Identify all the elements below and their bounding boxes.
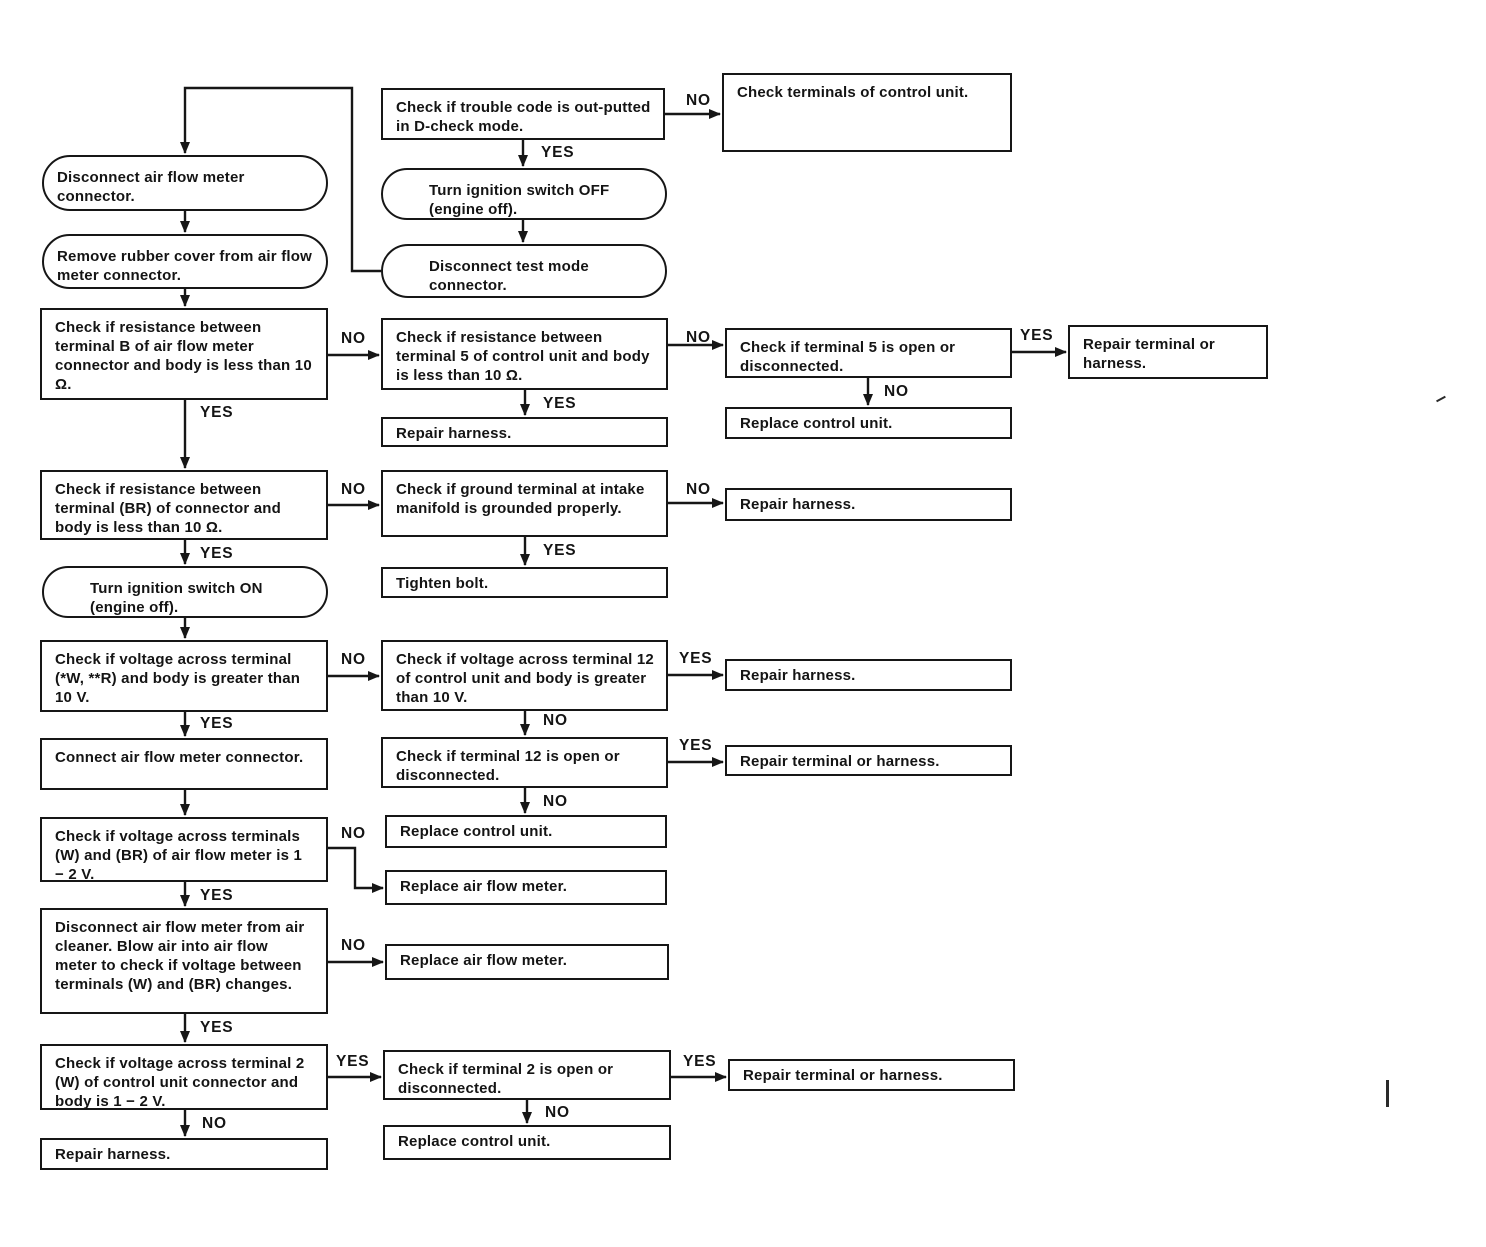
node-repair-terminal-or-harness-2: Repair terminal or harness.: [728, 1059, 1015, 1091]
node-check-terminal-2-open: Check if terminal 2 is open or disconnected.: [383, 1050, 671, 1100]
node-replace-control-unit-top: Replace control unit.: [725, 407, 1012, 439]
node-check-voltage-w-br: Check if voltage across terminals (W) and (BR) of air flow meter is 1 − 2 V.: [40, 817, 328, 882]
edge-label-no: NO: [543, 793, 568, 810]
edge-label-no: NO: [202, 1115, 227, 1132]
edge-label-no: NO: [686, 481, 711, 498]
scan-artifact-bar: [1386, 1080, 1389, 1107]
node-repair-terminal-or-harness-5: Repair terminal or harness.: [1068, 325, 1268, 379]
node-check-terminal-12-open: Check if terminal 12 is open or disconnected.: [381, 737, 668, 788]
edge-label-yes: YES: [541, 144, 575, 161]
node-disconnect-air-flow-meter-connector: Disconnect air flow meter connector.: [42, 155, 328, 211]
edge-label-no: NO: [686, 329, 711, 346]
node-repair-harness-bottom-left: Repair harness.: [40, 1138, 328, 1170]
node-check-trouble-code: Check if trouble code is out-putted in D-check mode.: [381, 88, 665, 140]
edge-label-yes: YES: [543, 395, 577, 412]
edge-label-no: NO: [341, 330, 366, 347]
node-remove-rubber-cover: Remove rubber cover from air flow meter connector.: [42, 234, 328, 289]
edge-label-yes: YES: [683, 1053, 717, 1070]
node-repair-harness-ground: Repair harness.: [725, 488, 1012, 521]
node-repair-terminal-or-harness-12: Repair terminal or harness.: [725, 745, 1012, 776]
node-repair-harness-terminal-12: Repair harness.: [725, 659, 1012, 691]
node-disconnect-blow-air: Disconnect air flow meter from air cleaner. Blow air into air flow meter to check if voltage between terminals (W) and (BR) changes.: [40, 908, 328, 1014]
node-replace-control-unit-bottom: Replace control unit.: [383, 1125, 671, 1160]
node-turn-ignition-on: Turn ignition switch ON (engine off).: [42, 566, 328, 618]
node-replace-control-unit-mid: Replace control unit.: [385, 815, 667, 848]
node-check-resistance-terminal-br: Check if resistance between terminal (BR) of connector and body is less than 10 Ω.: [40, 470, 328, 540]
node-check-resistance-terminal-b: Check if resistance between terminal B of air flow meter connector and body is less than 10 Ω.: [40, 308, 328, 400]
node-check-voltage-terminal-2: Check if voltage across terminal 2 (W) of control unit connector and body is 1 − 2 V.: [40, 1044, 328, 1110]
node-check-terminal-5-open: Check if terminal 5 is open or disconnected.: [725, 328, 1012, 378]
node-check-terminals-of-control-unit: Check terminals of control unit.: [722, 73, 1012, 152]
node-check-voltage-w-r: Check if voltage across terminal (*W, **R) and body is greater than 10 V.: [40, 640, 328, 712]
edge-label-no: NO: [543, 712, 568, 729]
flow-arrow: [328, 848, 383, 888]
edge-label-yes: YES: [336, 1053, 370, 1070]
node-check-ground-terminal: Check if ground terminal at intake manifold is grounded properly.: [381, 470, 668, 537]
edge-label-no: NO: [884, 383, 909, 400]
node-connect-air-flow-meter-connector: Connect air flow meter connector.: [40, 738, 328, 790]
edge-label-no: NO: [341, 825, 366, 842]
edge-label-yes: YES: [679, 650, 713, 667]
node-disconnect-test-mode-connector: Disconnect test mode connector.: [381, 244, 667, 298]
edge-label-no: NO: [341, 937, 366, 954]
edge-label-yes: YES: [679, 737, 713, 754]
node-turn-ignition-off: Turn ignition switch OFF (engine off).: [381, 168, 667, 220]
scan-artifact-tick: [1436, 396, 1446, 403]
edge-label-yes: YES: [200, 887, 234, 904]
edge-label-yes: YES: [543, 542, 577, 559]
edge-label-no: NO: [545, 1104, 570, 1121]
edge-label-yes: YES: [200, 715, 234, 732]
node-repair-harness-terminal-5: Repair harness.: [381, 417, 668, 447]
node-check-resistance-terminal-5: Check if resistance between terminal 5 of control unit and body is less than 10 Ω.: [381, 318, 668, 390]
node-tighten-bolt: Tighten bolt.: [381, 567, 668, 598]
edge-label-yes: YES: [1020, 327, 1054, 344]
edge-label-yes: YES: [200, 404, 234, 421]
edge-label-no: NO: [341, 651, 366, 668]
edge-label-no: NO: [341, 481, 366, 498]
edge-label-no: NO: [686, 92, 711, 109]
node-replace-air-flow-meter-1: Replace air flow meter.: [385, 870, 667, 905]
node-check-voltage-terminal-12: Check if voltage across terminal 12 of control unit and body is greater than 10 V.: [381, 640, 668, 711]
node-replace-air-flow-meter-2: Replace air flow meter.: [385, 944, 669, 980]
edge-label-yes: YES: [200, 1019, 234, 1036]
edge-label-yes: YES: [200, 545, 234, 562]
